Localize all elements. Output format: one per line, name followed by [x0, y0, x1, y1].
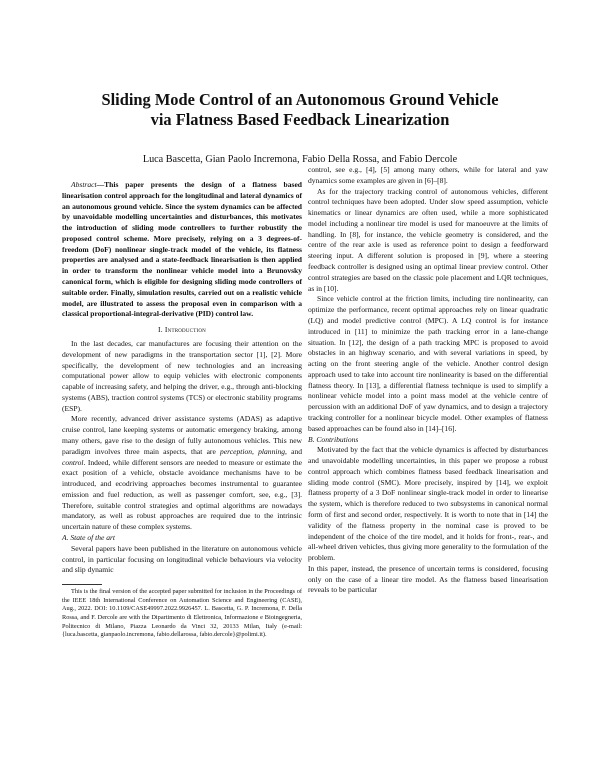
subsection-heading-state-of-art: A. State of the art [62, 533, 116, 542]
intro-p2-sep2: , and [285, 446, 303, 456]
term-control: control [62, 457, 84, 467]
abstract [62, 180, 302, 320]
right-paragraph-1: As for the trajectory tracking control of autonomous vehicles, different control techniques have been adopted. Under slow speed assumption, vehicle kinematics or linear dynamics are often used, while a more sophisticated model including a nonlinear tire model is used for manoeuvre at the limits of handling. In [8], for instance, the vehicle geometry is considered, and the centre of the rear axle is used as reference point to design a feedforward steering input. A different solution is proposed in [9], where a steering feedback controller is designed using an optimal linear preview control. Other control strategies are based on the classic pole placement and LQR techniques, as in [10]. [308, 186, 548, 293]
subsection-heading-contributions: B. Contributions [308, 434, 359, 444]
intro-p2-sep1: , [252, 446, 259, 456]
title-line-1: Sliding Mode Control of an Autonomous Ground Vehicle [101, 90, 499, 109]
state-of-art-paragraph: Several papers have been published in the literature on autonomous vehicle control, in particular focusing on longitudinal vehicle behaviours via velocity and slip dynamic [62, 543, 302, 575]
paper-title [0, 90, 600, 130]
section-heading-introduction: I. Introduction [158, 325, 206, 335]
title-line-2: via Flatness Based Feedback Linearization [150, 110, 450, 129]
contributions-paragraph-2: In this paper, instead, the presence of uncertain terms is considered, focusing only on the case of a linear tire model. As the flatness based linearisation reveals to be particular [308, 563, 548, 595]
abstract-label: Abstract [71, 180, 97, 189]
intro-p2-text-b: . Indeed, while different sensors are needed to measure or estimate the exact position of a vehicle, obstacle avoidance mechanisms have to be introduced, and ecodriving approaches becomes instrumental to guarantee emission and fuel reduction, as well as passenger comfort, see, e.g., [3]. Therefore, suitable control strategies and optimal algorithms are nowadays mandatory, as well as robust approaches are required due to the intrinsic uncertain nature of these complex systems. [62, 457, 302, 532]
author-list: Luca Bascetta, Gian Paolo Incremona, Fabio Della Rossa, and Fabio Dercole [142, 154, 458, 165]
right-paragraph-0: control, see e.g., [4], [5] among many others, while for lateral and yaw dynamics some examples are given in [6]–[8]. [308, 165, 548, 185]
left-column [62, 180, 302, 640]
term-perception: perception [220, 446, 253, 456]
footnote-rule [62, 584, 102, 585]
right-column [308, 165, 548, 596]
abstract-text: —This paper presents the design of a flatness based linearisation control approach for the longitudinal and lateral dynamics of an autonomous ground vehicle. Since the system dynamics can be affected by unavoidable modelling uncertainties and disturbances, this motivates the introduction of sliding mode controllers to further robustify the proposed control scheme. More precisely, relying on a 3 degrees-of-freedom (DoF) nonlinear single-track model of the vehicle, its flatness properties are analysed and a state-feedback linearisation is then applied in order to transform the nonlinear vehicle model into a Brunovsky canonical form, which is eligible for designing sliding mode controllers of suitable order. Finally, simulation results, carried out on a realistic vehicle model, are illustrated to assess the proposal even in comparison with a classical proportional-integral-derivative (PID) control law. [62, 180, 302, 319]
right-paragraph-2: Since vehicle control at the friction limits, including tire nonlinearity, can optimize the performance, recent optimal approaches rely on linear quadratic (LQ) and model predictive control (MPC). A LQ control is for instance introduced in [11] to minimize the path tracking error in a lane-change situation. In [12], the design of a path tracking MPC is proposed to avoid obstacles in an highway scenario, and with several variations in speed, by acting on the front steering angle of the vehicle. Another control design approach used to take into account tire nonlinearity is based on the differential flatness theory. In [13], a differential flatness technique is used to simplify a nonlinear vehicle model into a point mass model at the vehicle centre of percussion with an additional DoF of yaw dynamics, and to design a trajectory tracking controller for a nonlinear bicycle model. Other examples of flatness based approaches can be found also in [14]–[16]. [308, 294, 548, 433]
term-planning: planning [258, 446, 285, 456]
intro-paragraph-2 [62, 414, 302, 533]
intro-p2-text-a: More recently, advanced driver assistance systems (ADAS) as adaptive cruise control, lane keeping systems or automatic emergency braking, among many others, gave rise to the design of fully autonomous vehicles. This new paradigm involves three main aspects, that are [62, 414, 302, 456]
contributions-paragraph-1: Motivated by the fact that the vehicle dynamics is affected by disturbances and unavoidable modelling uncertainties, in this paper we propose a robust control approach which combines flatness based feedback linearisation and sliding mode control (SMC). More precisely, inspired by [14], we exploit flatness property of a 3 DoF nonlinear single-track model in order to linearise the system, which is therefore reduced to two subsystems in canonical normal form of first and second order, respectively. It is worth to note that in [14] the validity of the flatness property in the nominal case is proved to be independent of the choice of the tire model, and it holds for front-, rear-, and all-wheel driven vehicles, thus giving more generality to the formulation of the problem. [308, 445, 548, 563]
intro-paragraph-1: In the last decades, car manufactures are focusing their attention on the development of new paradigms in the transportation sector [1], [2]. More specifically, the development of new technologies and an increasing computational power allow to equip vehicles with electronic components capable of increasing safety, and helping the driver, e.g., through anti-blocking systems (ABS), traction control systems (TCS) or electronic stability programs (ESP). [62, 338, 302, 413]
footnote: This is the final version of the accepted paper submitted for inclusion in the Proceedings of the IEEE 18th International Conference on Automation Science and Engineering (CASE), Aug., 2022. DOI: 10.1109/CASE49997.2022.9926457. L. Bascetta, G. P. Incremona, F. Della Rossa, and F. Dercole are with the Dipartimento di Elettronica, Informazione e Bioingegneria, Politecnico di Milano, Piazza Leonardo da Vinci 32, 20133 Milan, Italy (e-mail: {luca.bascetta, gianpaolo.incremona, fabio.dellarossa, fabio.dercole}@polimi.it). [62, 588, 302, 639]
